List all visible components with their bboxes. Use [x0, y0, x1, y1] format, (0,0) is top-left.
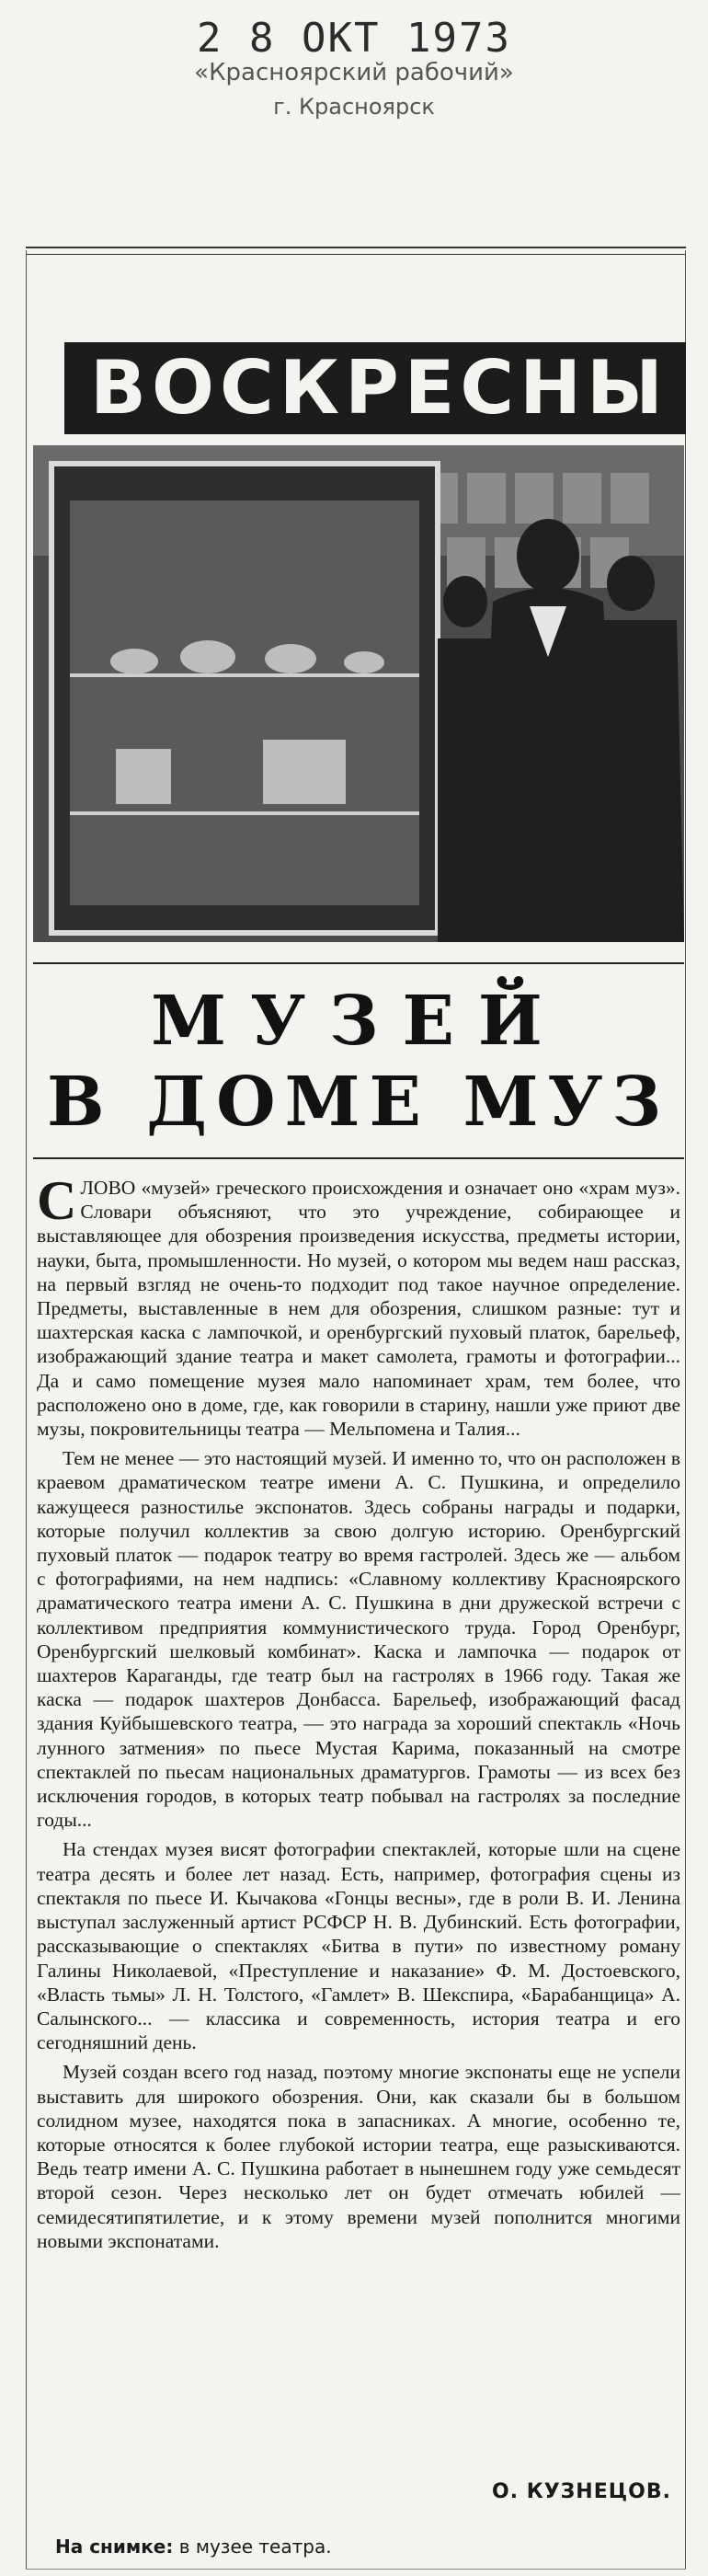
- paragraph-1: [37, 1170, 680, 1441]
- caption-text: в музее театра.: [178, 2536, 332, 2558]
- archive-stamp: [0, 6, 708, 144]
- article-body: [37, 1170, 680, 2259]
- photo-caption: [55, 2536, 332, 2558]
- title-line-1: МУЗЕЙ: [151, 982, 566, 1061]
- caption-label: На снимке:: [55, 2536, 174, 2558]
- stamp-date: 2 8 ОКТ 1973: [197, 15, 511, 62]
- title-line-2: В ДОМЕ МУЗ: [47, 1063, 670, 1142]
- byline: О. КУЗНЕЦОВ.: [492, 2480, 671, 2503]
- rubric-text: ВОСКРЕСНЫ: [90, 345, 668, 431]
- paragraph-4: Музей создан всего год назад, поэтому многие экспонаты еще не успели выставить для широкого обозрения. Они, как сказали бы в большом солидном музее, находятся пока в запасниках. А многие, особенно те, которые относятся к более глубокой истории театра, еще разыскиваются. Ведь театр имени А. С. Пушкина работает в нынешнем году уже семьдесят второй сезон. Через несколько лет он будет отмечать юбилей — семидесятипятилетие, и к этому времени музей пополнится многими новыми экспонатами.: [37, 2061, 680, 2252]
- museum-photo: [33, 445, 684, 942]
- paragraph-3: На стендах музея висят фотографии спектаклей, которые шли на сцене театра десять и более лет назад. Есть, например, фотография сцены из спектакля по пьесе И. Кычакова «Гонцы весны», где в роли В. И. Ленина выступал заслуженный артист РСФСР Н. В. Дубинский. Есть фотографии, рассказывающие о спектаклях «Битва в пути» по известному роману Галины Николаевой, «Преступление и наказание» Ф. М. Достоевского, «Власть тьмы» Л. Н. Толстого, «Гамлет» В. Шекспира, «Барабанщица» А. Салынского... — классика и современность, история театра и его сегодняшний день.: [37, 1838, 680, 2054]
- rubric-banner: [64, 342, 686, 434]
- stamp-city: г. Красноярск: [273, 94, 435, 120]
- paragraph-2: Тем не менее — это настоящий музей. И именно то, что он расположен в краевом драматическом театре имени А. С. Пушкина, и определило кажущееся разностилье экспонатов. Здесь собраны награды и подарки, которые получил коллектив за свою долгую историю. Оренбургский пуховый платок — подарок театру во время гастролей. Здесь же — альбом с фотографиями, на нем надпись: «Славному коллективу Красноярского драматического театра имени А. С. Пушкина в дни дружеской встречи с коллективом предприятия коммунистического труда. Город Оренбург, Оренбургский шелковый комбинат». Каска и лампочка — подарок от шахтеров Караганды, где театр был на гастролях в 1966 году. Такая же каска — подарок шахтеров Донбасса. Барельеф, изображающий фасад здания Куйбышевского театра, — это награда за хороший спектакль «Ночь лунного затмения» по пьесе Мустая Карима, показанный на смотре спектаклей по пьесам национальных драматургов. Грамоты — из всех без исключения городов, в которых театр побывал на гастролях за последние годы...: [37, 1447, 680, 1832]
- paragraph-1-text: ЛОВО «музей» греческого происхождения и означает оно «храм муз». Словари объясняют, что это учреждение, собирающее и выставляющее для обозрения произведения искусства, предметы истории, науки, быта, промышленности. Но музей, о котором мы ведем наш рассказ, на первый взгляд не очень-то подходит под такое научное определение. Предметы, выставленные в нем для обозрения, слишком разные: тут и шахтерская каска с лампочкой, и оренбургский пуховый платок, барельеф, изображающий здание театра и макет самолета, грамоты и фотографии... Да и само помещение музея мало напоминает храм, тем более, что расположено оно в доме, где, как говорили в старину, нашли уже приют две музы, покровительницы театра — Мельпомена и Талия...: [37, 1177, 680, 1441]
- photo-illustration: [33, 445, 684, 942]
- drop-cap: С: [37, 1170, 77, 1231]
- stamp-newspaper: «Красноярский рабочий»: [194, 59, 514, 86]
- article-title: [33, 962, 684, 1159]
